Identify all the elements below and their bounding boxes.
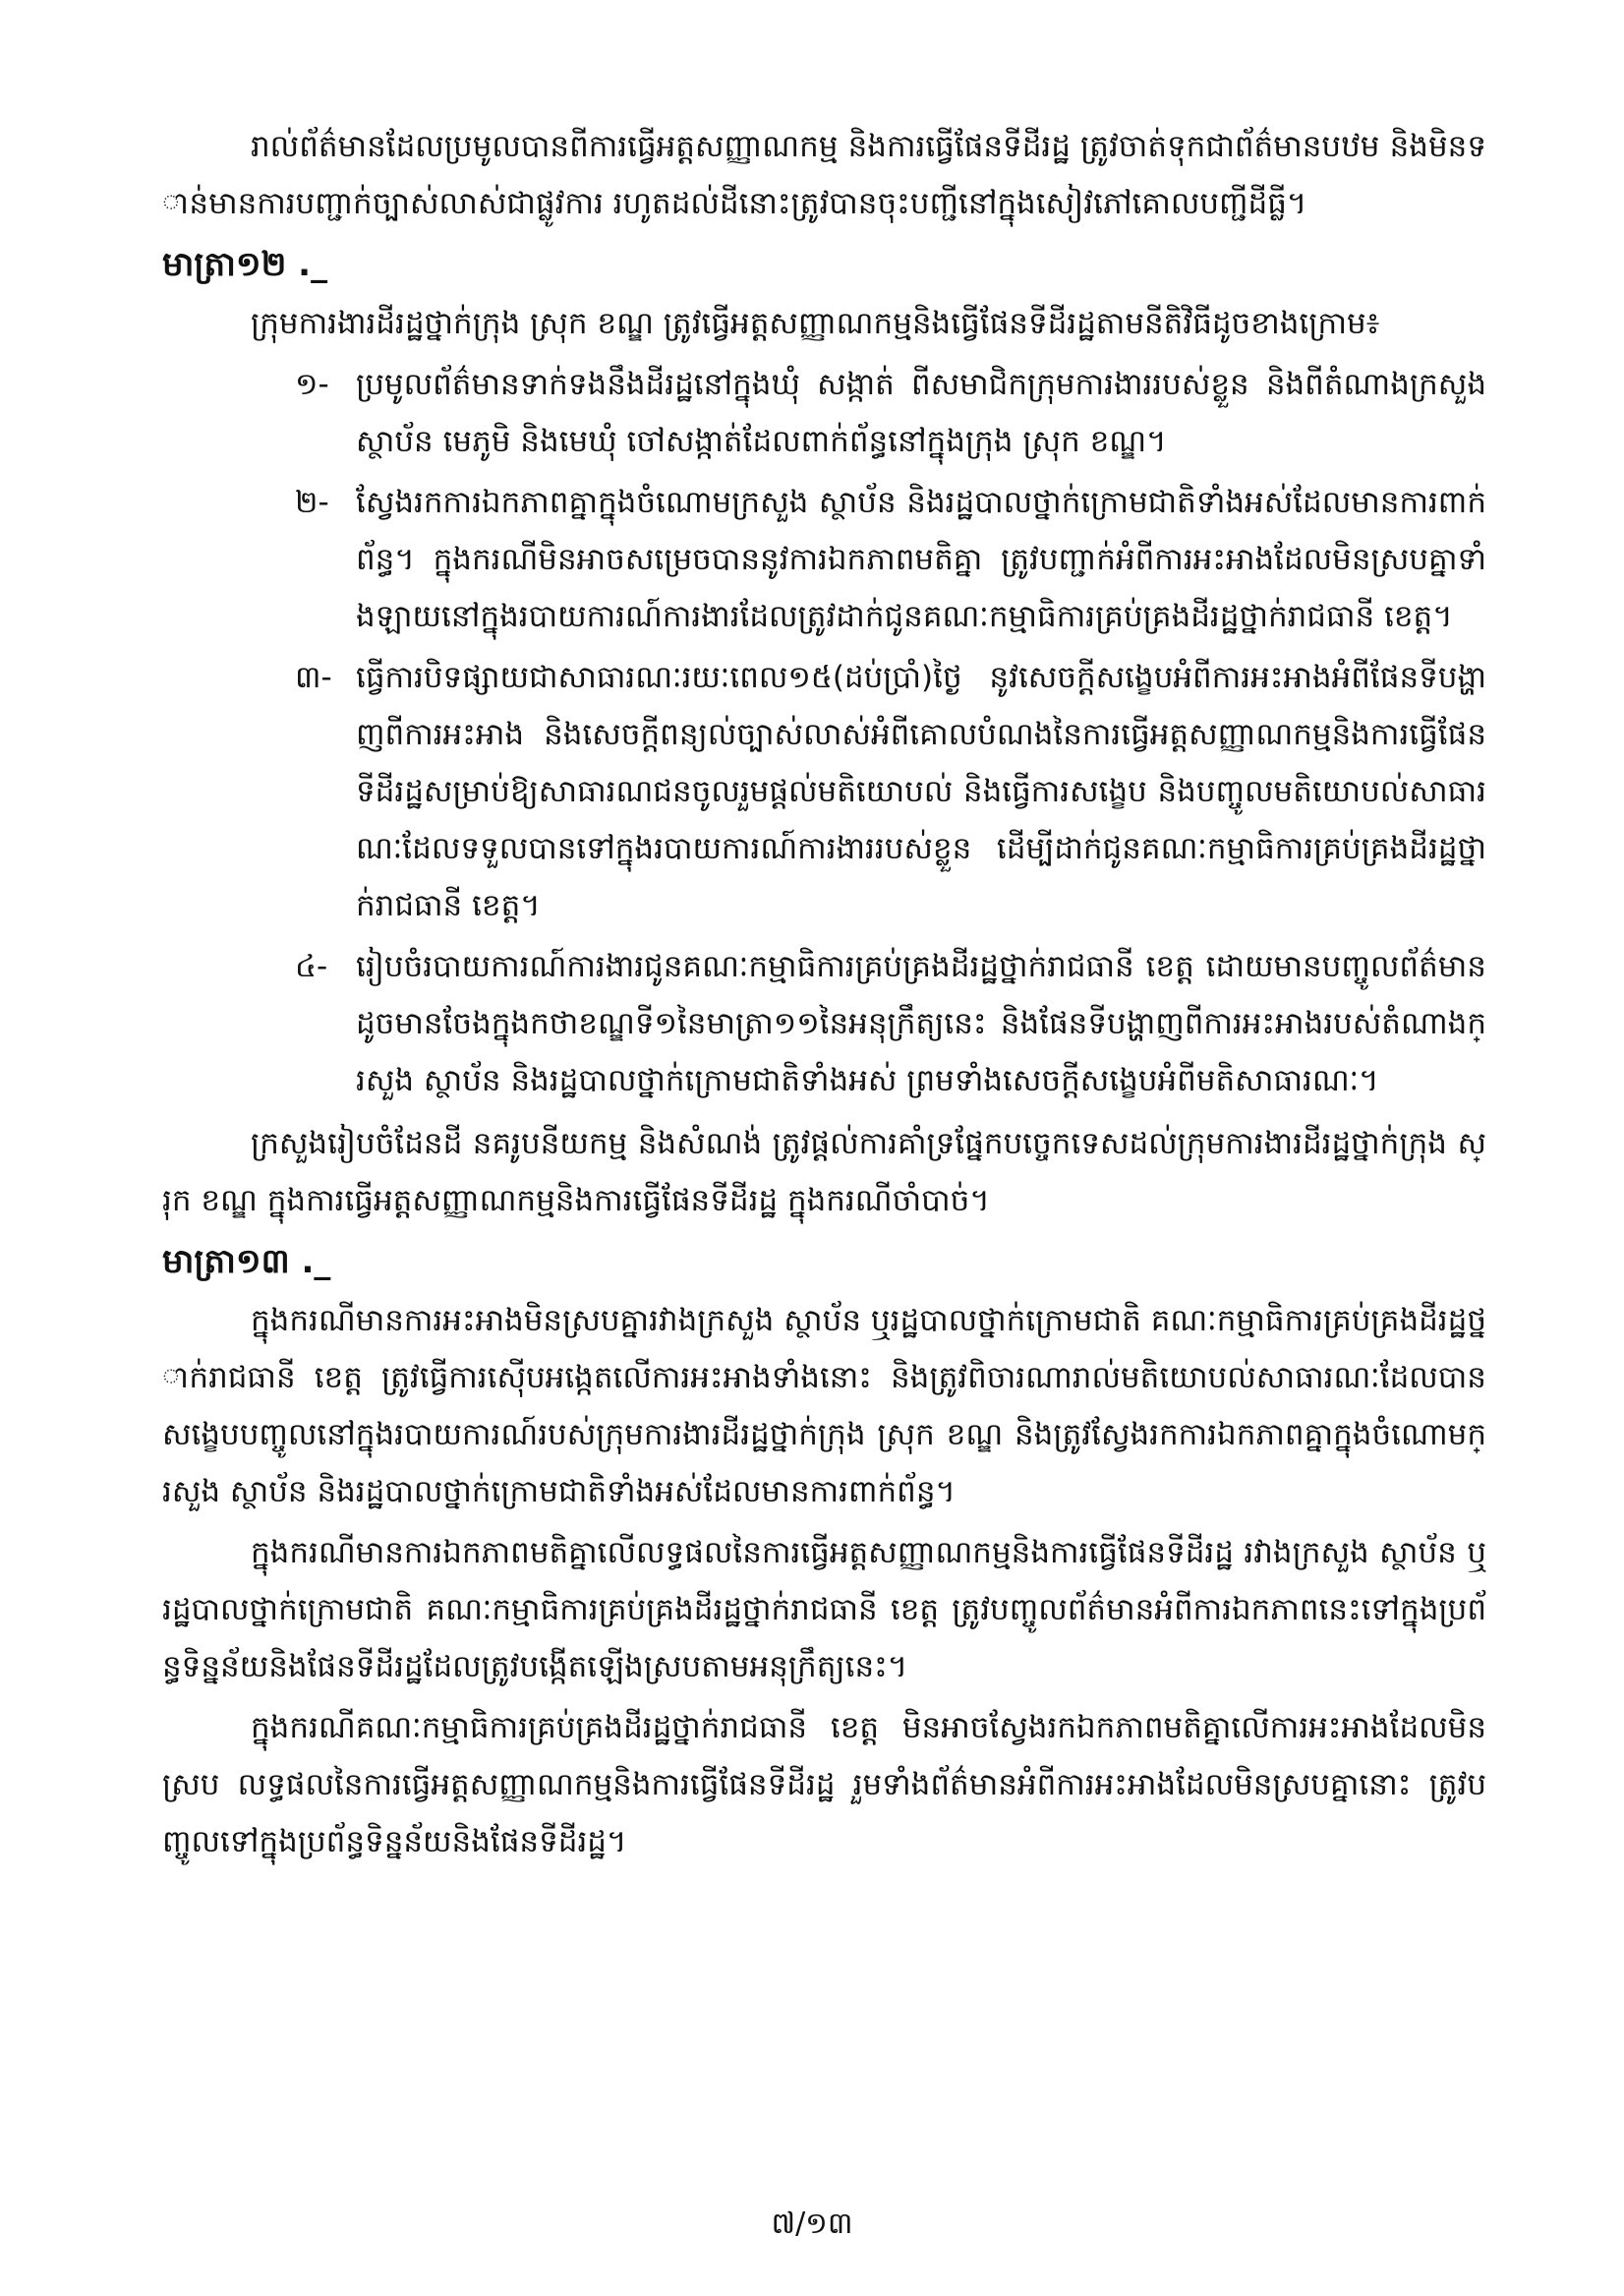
article-13-heading: មាត្រា១៣ ._ [162, 1242, 331, 1281]
article-13-paragraph-2: ក្នុងករណីមានការឯកភាពមតិគ្នាលើលទ្ធផលនៃការធ្វើអត្តសញ្ញាណកម្មនិងការធ្វើផែនទីដីរដ្ឋ រវាងក្រសួង ស្ថាប័ន ឬរដ្ឋបាលថ្នាក់ក្រោមជាតិ គណៈកម្មាធិការគ្រប់គ្រងដីរដ្ឋថ្នាក់រាជធានី ខេត្ត ត្រូវបញ្ចូលព័ត៌មានអំពីការឯកភាពនេះទៅក្នុងប្រព័ន្ធទិន្នន័យនិងផែនទីដីរដ្ឋដែលត្រូវបង្កើតឡើងស្របតាមអនុក្រឹត្យនេះ។ [162, 1535, 1486, 1684]
page-number: ៧/១៣ [771, 2207, 853, 2241]
list-item-number: ៣- [295, 660, 332, 695]
article-12-heading: មាត្រា១២ ._ [162, 245, 328, 284]
list-item-text: រៀបចំរបាយការណ៍ការងារជូនគណៈកម្មាធិការគ្រប់គ្រងដីរដ្ឋថ្នាក់រាជធានី ខេត្ត ដោយមានបញ្ចូលព័ត៌មានដូចមានចែងក្នុងកថាខណ្ឌទី១នៃមាត្រា១១នៃអនុក្រឹត្យនេះ និងផែនទីបង្ហាញពីការអះអាងរបស់តំណាងក្រសួង ស្ថាប័ន និងរដ្ឋបាលថ្នាក់ក្រោមជាតិទាំងអស់ ព្រមទាំងសេចក្តីសង្ខេបអំពីមតិសាធារណៈ។ [356, 949, 1486, 1098]
list-item-number: ២- [295, 485, 329, 520]
article-13-paragraph-1: ក្នុងករណីមានការអះអាងមិនស្របគ្នារវាងក្រសួង ស្ថាប័ន ឬរដ្ឋបាលថ្នាក់ក្រោមជាតិ គណៈកម្មាធិការគ្រប់គ្រងដីរដ្ឋថ្នាក់រាជធានី ខេត្ត ត្រូវធ្វើការស៊ើបអង្កេតលើការអះអាងទាំងនោះ និងត្រូវពិចារណារាល់មតិយោបល់សាធារណៈដែលបានសង្ខេបបញ្ចូលនៅក្នុងរបាយការណ៍របស់ក្រុមការងារដីរដ្ឋថ្នាក់ក្រុង ស្រុក ខណ្ឌ និងត្រូវស្វែងរកការឯកភាពគ្នាក្នុងចំណោមក្រសួង ស្ថាប័ន និងរដ្ឋបាលថ្នាក់ក្រោមជាតិទាំងអស់ដែលមានការពាក់ព័ន្ធ។ [162, 1303, 1486, 1509]
list-item [162, 356, 1486, 470]
article-12-list [162, 356, 1486, 1109]
article-12-intro: ក្រុមការងារដីរដ្ឋថ្នាក់ក្រុង ស្រុក ខណ្ឌ ត្រូវធ្វើអត្តសញ្ញាណកម្មនិងធ្វើផែនទីដីរដ្ឋតាមនីតិវិធីដូចខាងក្រោម៖ [251, 306, 1380, 341]
list-item-text: ប្រមូលព័ត៌មានទាក់ទងនឹងដីរដ្ឋនៅក្នុងឃុំ សង្កាត់ ពីសមាជិកក្រុមការងាររបស់ខ្លួន និងពីតំណាងក្រសួង ស្ថាប័ន មេភូមិ និងមេឃុំ ចៅសង្កាត់ដែលពាក់ព័ន្ធនៅក្នុងក្រុង ស្រុក ខណ្ឌ។ [356, 367, 1486, 459]
list-item-text: ធ្វើការបិទផ្សាយជាសាធារណៈរយៈពេល១៥(ដប់ប្រាំ)ថ្ងៃ នូវសេចក្តីសង្ខេបអំពីការអះអាងអំពីផែនទីបង្ហាញពីការអះអាង និងសេចក្តីពន្យល់ច្បាស់លាស់អំពីគោលបំណងនៃការធ្វើអត្តសញ្ញាណកម្មនិងការធ្វើផែនទីដីរដ្ឋសម្រាប់ឱ្យសាធារណជនចូលរួមផ្តល់មតិយោបល់ និងធ្វើការសង្ខេប និងបញ្ចូលមតិយោបល់សាធារណៈដែលទទួលបានទៅក្នុងរបាយការណ៍ការងាររបស់ខ្លួន ដើម្បីដាក់ជូនគណៈកម្មាធិការគ្រប់គ្រងដីរដ្ឋថ្នាក់រាជធានី ខេត្ត។ [356, 660, 1486, 923]
list-item-number: ១- [295, 367, 329, 402]
list-item [162, 649, 1486, 934]
list-item-number: ៤- [295, 949, 328, 984]
list-item [162, 938, 1486, 1109]
article-13-paragraph-3: ក្នុងករណីគណៈកម្មាធិការគ្រប់គ្រងដីរដ្ឋថ្នាក់រាជធានី ខេត្ត មិនអាចស្វែងរកឯកភាពមតិគ្នាលើការអះអាងដែលមិនស្រប លទ្ធផលនៃការធ្វើអត្តសញ្ញាណកម្មនិងការធ្វើផែនទីដីរដ្ឋ រួមទាំងព័ត៌មានអំពីការអះអាងដែលមិនស្របគ្នានោះ ត្រូវបញ្ចូលទៅក្នុងប្រព័ន្ធទិន្នន័យនិងផែនទីដីរដ្ឋ។ [162, 1710, 1486, 1859]
list-item-text: ស្វែងរកការឯកភាពគ្នាក្នុងចំណោមក្រសួង ស្ថាប័ន និងរដ្ឋបាលថ្នាក់ក្រោមជាតិទាំងអស់ដែលមានការពាក់ព័ន្ធ។ ក្នុងករណីមិនអាចសម្រេចបាននូវការឯកភាពមតិគ្នា ត្រូវបញ្ជាក់អំពីការអះអាងដែលមិនស្របគ្នាទាំងឡាយនៅក្នុងរបាយការណ៍ការងារដែលត្រូវដាក់ជូនគណៈកម្មាធិការគ្រប់គ្រងដីរដ្ឋថ្នាក់រាជធានី ខេត្ត។ [356, 485, 1486, 634]
list-item [162, 474, 1486, 645]
article-12-closing: ក្រសួងរៀបចំដែនដី នគរូបនីយកម្ម និងសំណង់ ត្រូវផ្តល់ការគាំទ្រផ្នែកបច្ចេកទេសដល់ក្រុមការងារដីរដ្ឋថ្នាក់ក្រុង ស្រុក ខណ្ឌ ក្នុងការធ្វើអត្តសញ្ញាណកម្មនិងការធ្វើផែនទីដីរដ្ឋ ក្នុងករណីចាំបាច់។ [162, 1126, 1486, 1218]
intro-paragraph: រាល់ព័ត៌មានដែលប្រមូលបានពីការធ្វើអត្តសញ្ញាណកម្ម និងការធ្វើផែនទីដីរដ្ឋ ត្រូវចាត់ទុកជាព័ត៌មានបឋម និងមិនទាន់មានការបញ្ជាក់ច្បាស់លាស់ជាផ្លូវការ រហូតដល់ដីនោះត្រូវបានចុះបញ្ជីនៅក្នុងសៀវភៅគោលបញ្ជីដីធ្លី។ [162, 129, 1486, 221]
